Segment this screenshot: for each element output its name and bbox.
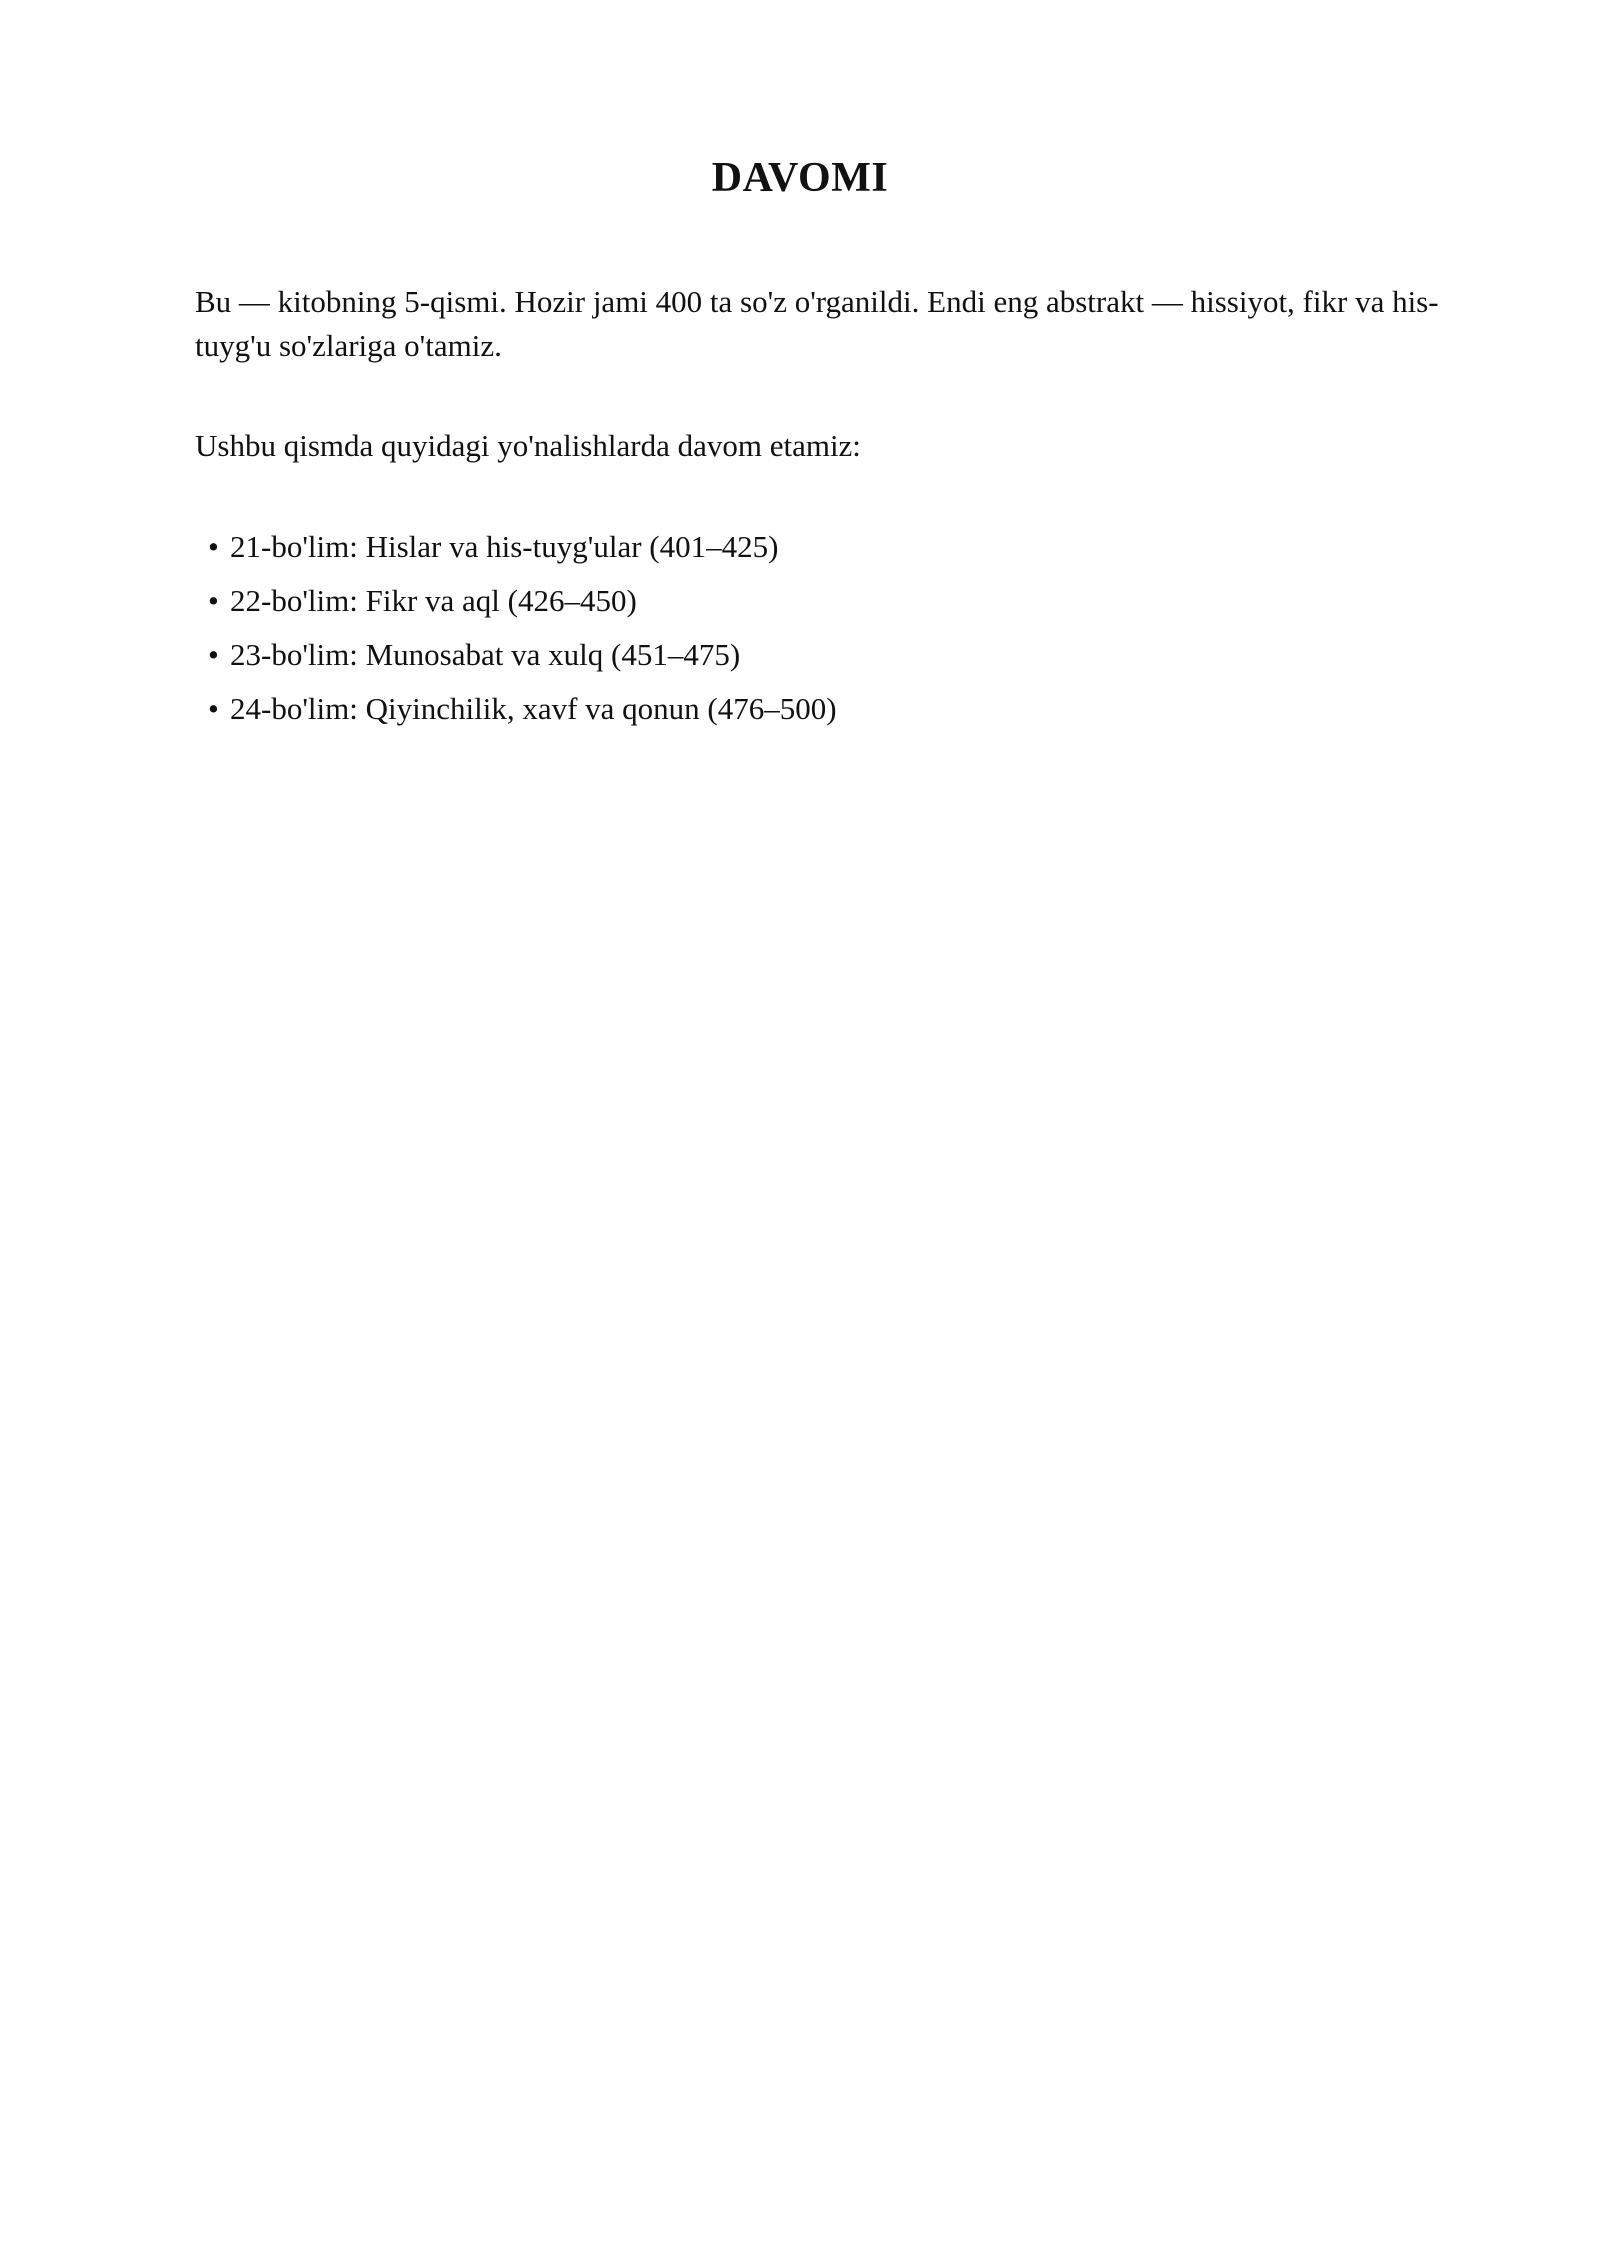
bullet-icon: •: [208, 637, 219, 672]
section-label: 23-bo'lim: Munosabat va xulq (451–475): [230, 637, 741, 672]
section-list: [208, 520, 837, 736]
section-label: 24-bo'lim: Qiyinchilik, xavf va qonun (476–500): [230, 691, 837, 726]
list-item: [208, 574, 837, 628]
bullet-icon: •: [208, 583, 219, 618]
section-label: 21-bo'lim: Hislar va his-tuyg'ular (401–425): [230, 529, 779, 564]
intro-paragraph: Bu — kitobning 5-qismi. Hozir jami 400 ta so'z o'rganildi. Endi eng abstrakt — hissiyot, fikr va his-tuyg'u so'zlariga o'tamiz.: [195, 284, 1439, 363]
lead-paragraph: Ushbu qismda quyidagi yo'nalishlarda davom etamiz:: [195, 428, 861, 463]
list-item: [208, 628, 837, 682]
section-label: 22-bo'lim: Fikr va aql (426–450): [230, 583, 637, 618]
list-item: [208, 682, 837, 736]
page-title: DAVOMI: [711, 155, 889, 201]
list-item: [208, 520, 837, 574]
bullet-icon: •: [208, 691, 219, 726]
bullet-icon: •: [208, 529, 219, 564]
